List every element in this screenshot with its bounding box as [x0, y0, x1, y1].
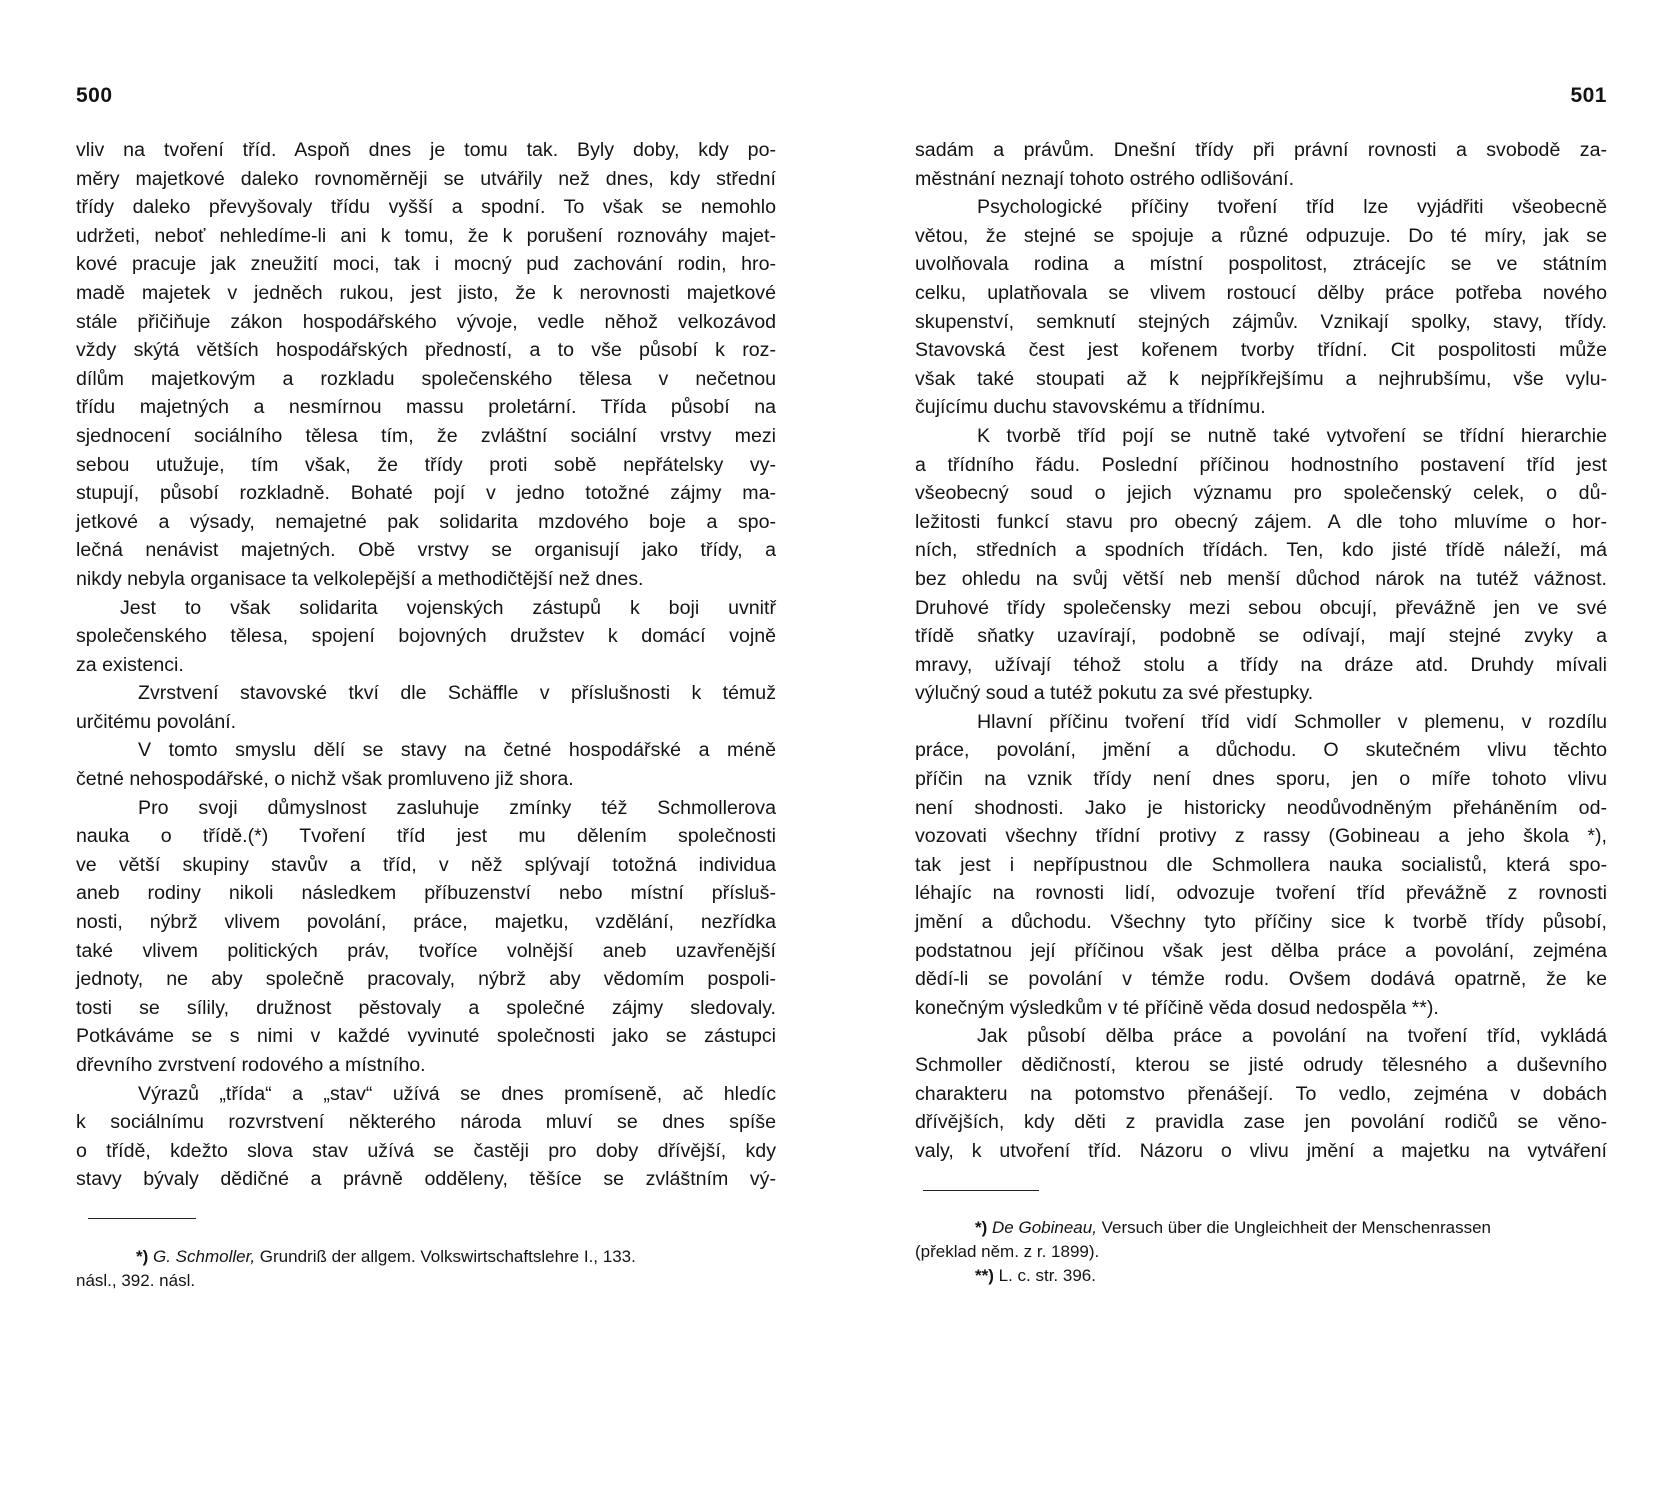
- text-line: nikdy nebyla organisace ta velkolepější a methodičtější než dnes.: [76, 567, 644, 590]
- footnote-mark: *): [136, 1247, 149, 1266]
- text-line: charakteru na potomstvo přenášejí. To vedlo, zejména v dobách: [915, 1082, 1607, 1105]
- footnote-text: (překlad něm. z r. 1899).: [915, 1242, 1100, 1261]
- text-line: lečná nenávist majetných. Obě vrstvy se organisují jako třídy, a: [76, 539, 776, 562]
- text-line: k sociálnímu rozvrstvení některého národa mluví se dnes spíše: [76, 1111, 776, 1134]
- footnote-separator: [88, 1218, 196, 1219]
- text-line: Zvrstvení stavovské tkví dle Schäffle v příslušnosti k témuž: [138, 682, 776, 705]
- text-line: nauka o třídě.(*) Tvoření tříd jest mu dělením společnosti: [76, 825, 776, 848]
- text-line: třídu majetných a nesmírnou massu proletární. Třída působí na: [76, 396, 776, 419]
- page-number: 501: [1570, 84, 1607, 107]
- footnote-text: Versuch über die Ungleichheit der Menschenrassen: [1101, 1218, 1491, 1237]
- text-line: podstatnou její příčinou však jest dělba práce a povolání, zejména: [915, 939, 1607, 962]
- text-line: valy, k utvoření tříd. Názoru o vlivu jmění a majetku na vytváření: [915, 1139, 1607, 1162]
- text-line: ležitosti funkcí stavu pro obecný zájem. A dle toho mluvíme o hor-: [915, 510, 1607, 533]
- text-line: mravy, užívají téhož stolu a třídy na dráze atd. Druhdy mívali: [915, 653, 1607, 676]
- footnotes: [76, 1245, 776, 1293]
- text-line: dřívějších, kdy děti z pravidla zase jen povolání rodičů se věno-: [915, 1111, 1607, 1134]
- footnote-mark: *): [975, 1218, 988, 1237]
- text-line: společenského tělesa, spojení bojovných družstev k domácí vojně: [76, 625, 776, 648]
- text-line: příčin na vznik třídy není dnes sporu, jen o míře tohoto vlivu: [915, 768, 1607, 791]
- footnote-mark: **): [975, 1266, 994, 1285]
- text-line: stupují, působí rozkladně. Bohaté pojí v jedno totožné zájmy ma-: [76, 482, 776, 505]
- text-line: skupenství, semknutí stejných zájmův. Vznikají spolky, stavy, třídy.: [915, 310, 1607, 333]
- text-line: Jak působí dělba práce a povolání na tvoření tříd, vykládá: [977, 1025, 1607, 1048]
- text-line: není shodnosti. Jako je historicky neodůvodněným přeháněním od-: [915, 796, 1607, 819]
- text-line: tosti se sílily, družnost pěstovaly a společné zájmy sledovaly.: [76, 996, 776, 1019]
- text-line: vliv na tvoření tříd. Aspoň dnes je tomu tak. Byly doby, kdy po-: [76, 139, 776, 161]
- text-line: čujícímu duchu stavovskému a třídnímu.: [915, 396, 1266, 419]
- text-line: vždy skýtá větších hospodářských předností, a to vše působí k roz-: [76, 339, 776, 362]
- text-line: nosti, nýbrž vlivem povolání, práce, majetku, vzdělání, nezřídka: [76, 911, 776, 934]
- text-line: Stavovská čest jest kořenem tvorby třídní. Cit pospolitosti může: [915, 339, 1607, 362]
- text-line: stavy bývaly dědičné a právně odděleny, těšíce se zvláštním vý-: [76, 1168, 776, 1191]
- page-number: 500: [76, 84, 113, 107]
- left-page: [76, 0, 776, 1500]
- text-line: také vlivem politických práv, tvoříce volnější aneb uzavřenější: [76, 939, 776, 962]
- text-line: udržeti, neboť nehledíme-li ani k tomu, že k porušení roznováhy majet-: [76, 224, 776, 247]
- text-line: Psychologické příčiny tvoření tříd lze vyjádřiti všeobecně: [977, 196, 1607, 219]
- text-line: četné nehospodářské, o nichž však promluveno již shora.: [76, 768, 574, 791]
- text-line: za existenci.: [76, 653, 184, 676]
- text-line: měry majetkové daleko rovnoměrněji se utvářily než dnes, kdy střední: [76, 167, 776, 190]
- text-line: stále přičiňuje zákon hospodářského vývoje, vedle něhož velkozávod: [76, 310, 776, 333]
- text-line: sadám a právům. Dnešní třídy při právní rovnosti a svobodě za-: [915, 139, 1607, 161]
- footnote-author: G. Schmoller,: [153, 1247, 256, 1266]
- text-line: dílům majetkovým a rozkladu společenského tělesa v nečetnou: [76, 367, 776, 390]
- text-line: madě majetek v jedněch rukou, jest jisto, že k nerovnosti majetkové: [76, 281, 776, 304]
- text-line: jmění a důchodu. Všechny tyto příčiny sice k tvorbě třídy působí,: [915, 911, 1607, 934]
- text-line: všeobecný soud o jejich významu pro společenský celek, o dů-: [915, 482, 1607, 505]
- text-line: však také stoupati až k nejpříkřejšímu a nejhrubšímu, vše vylu-: [915, 367, 1607, 390]
- text-line: uvolňovala rodina a místní pospolitost, ztrácejíc se ve státním: [915, 253, 1607, 276]
- text-line: léhajíc na rovnosti lidí, odvozuje tvoření tříd převážně z rovnosti: [915, 882, 1607, 905]
- text-line: o třídě, kdežto slova stav užívá se častěji pro doby dřívější, kdy: [76, 1139, 776, 1162]
- text-line: jetkové a výsady, nemajetné pak solidarita mzdového boje a spo-: [76, 510, 776, 533]
- text-line: dřevního zvrstvení rodového a místního.: [76, 1054, 426, 1076]
- text-line: ních, středních a spodních třídách. Ten, kdo jisté třídě náleží, má: [915, 539, 1607, 562]
- text-line: dědí-li se povolání v témže rodu. Ovšem dodává opatrně, že ke: [915, 968, 1607, 991]
- text-line: větou, že stejné se spojuje a různé odpuzuje. Do té míry, jak se: [915, 224, 1607, 247]
- right-page: [915, 0, 1607, 1500]
- text-line: městnání neznají tohoto ostrého odlišování.: [915, 167, 1295, 190]
- text-line: bez ohledu na svůj větší neb menší důchod nárok na tutéž vážnost.: [915, 567, 1607, 590]
- footnote: [915, 1216, 1607, 1240]
- text-line: tak jest i nepřípustnou dle Schmollera nauka socialistů, která spo-: [915, 853, 1607, 876]
- footnote: [76, 1245, 776, 1269]
- text-line: konečným výsledkům v té příčině věda dosud nedospěla **).: [915, 996, 1439, 1019]
- text-line: Potkáváme se s nimi v každé vyvinuté společnosti jako se zástupci: [76, 1025, 776, 1048]
- text-line: určitému povolání.: [76, 710, 237, 733]
- text-line: Pro svoji důmyslnost zasluhuje zmínky též Schmollerova: [138, 796, 776, 819]
- footnote: [915, 1264, 1607, 1288]
- text-line: třídy daleko převyšovaly třídu vyšší a spodní. To však se nemohlo: [76, 196, 776, 219]
- text-line: vozovati všechny třídní protivy z rassy (Gobineau a jeho škola *),: [915, 825, 1607, 848]
- footnote: [915, 1240, 1607, 1264]
- text-line: Schmoller dědičností, kterou se jisté odrudy tělesného a duševního: [915, 1054, 1607, 1076]
- text-line: Druhové třídy společensky mezi sebou obcují, převážně jen ve své: [915, 596, 1607, 619]
- footnotes: [915, 1216, 1607, 1288]
- text-line: výlučný soud a tutéž pokutu za své přestupky.: [915, 682, 1314, 705]
- body-text: [76, 136, 776, 1194]
- footnote-text: násl., 392. násl.: [76, 1271, 196, 1290]
- text-line: K tvorbě tříd pojí se nutně také vytvoření se třídní hierarchie: [977, 424, 1607, 447]
- text-line: Výrazů „třída“ a „stav“ užívá se dnes promíseně, ač hledíc: [138, 1082, 776, 1105]
- footnote-separator: [923, 1190, 1039, 1191]
- footnote-author: De Gobineau,: [992, 1218, 1097, 1237]
- text-line: jednoty, ne aby společně pracovaly, nýbrž aby vědomím pospoli-: [76, 968, 776, 991]
- text-line: sjednocení sociálního tělesa tím, že zvláštní sociální vrstvy mezi: [76, 424, 776, 447]
- text-line: V tomto smyslu dělí se stavy na četné hospodářské a méně: [138, 739, 776, 762]
- text-line: celku, uplatňovala se vlivem rostoucí dělby práce potřeba nového: [915, 281, 1607, 304]
- text-line: kové pracuje jak zneužití moci, tak i mocný pud zachování rodin, hro-: [76, 253, 776, 276]
- text-line: aneb rodiny nikoli následkem příbuzenství nebo místní přísluš-: [76, 882, 776, 905]
- text-line: sebou utužuje, tím však, že třídy proti sobě nepřátelsky vy-: [76, 453, 776, 476]
- footnote-text: L. c. str. 396.: [998, 1266, 1096, 1285]
- footnote-text: Grundriß der allgem. Volkswirtschaftslehre I., 133.: [259, 1247, 636, 1266]
- body-text: [915, 136, 1607, 1165]
- text-line: třídě sňatky uzavírají, podobně se odívají, mají stejné zvyky a: [915, 625, 1607, 648]
- text-line: ve větší skupiny stavův a tříd, v něž splývají totožná individua: [76, 853, 776, 876]
- text-line: práce, povolání, jmění a důchodu. O skutečném vlivu těchto: [915, 739, 1607, 762]
- text-line: a třídního řádu. Poslední příčinou hodnostního postavení tříd jest: [915, 453, 1607, 476]
- text-line: Jest to však solidarita vojenských zástupů k boji uvnitř: [120, 596, 776, 619]
- footnote: [76, 1269, 776, 1293]
- text-line: Hlavní příčinu tvoření tříd vidí Schmoller v plemenu, v rozdílu: [977, 710, 1607, 733]
